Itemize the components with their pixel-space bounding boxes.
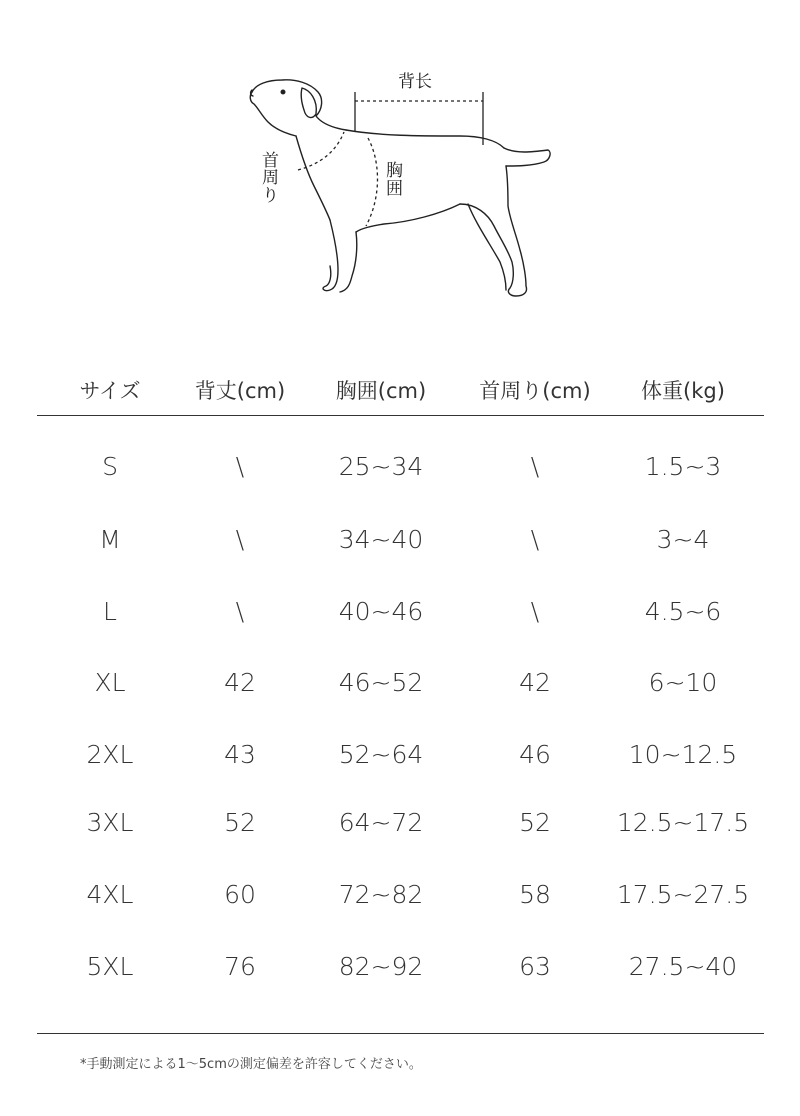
- cell-back-length: 43: [224, 740, 256, 769]
- cell-size: 3XL: [86, 808, 134, 837]
- cell-weight: 4.5~6: [644, 597, 722, 626]
- dog-measurement-diagram: [0, 0, 800, 330]
- back-length-label: 背长: [398, 72, 432, 92]
- header-size: サイズ: [79, 379, 141, 403]
- cell-back-length: 76: [224, 952, 256, 981]
- cell-chest: 82~92: [338, 952, 424, 981]
- cell-neck: \: [530, 525, 540, 554]
- cell-back-length: 60: [224, 880, 256, 909]
- neck-label: [262, 153, 282, 205]
- cell-chest: 72~82: [338, 880, 424, 909]
- cell-chest: 64~72: [338, 808, 424, 837]
- cell-size: 2XL: [86, 740, 134, 769]
- cell-chest: 40~46: [338, 597, 424, 626]
- chest-label: [386, 163, 406, 199]
- cell-back-length: 52: [224, 808, 256, 837]
- cell-weight: 6~10: [648, 668, 718, 697]
- header-weight: 体重(kg): [641, 379, 725, 403]
- header-neck: 首周り(cm): [479, 379, 591, 403]
- table-bottom-rule: [37, 1033, 764, 1034]
- chest-label-text: 胸 囲: [386, 161, 403, 199]
- cell-weight: 17.5~27.5: [616, 880, 750, 909]
- cell-size: L: [103, 597, 117, 626]
- table-top-rule: [37, 415, 764, 416]
- cell-neck: 58: [519, 880, 551, 909]
- cell-neck: 63: [519, 952, 551, 981]
- cell-back-length: 42: [224, 668, 256, 697]
- cell-back-length: \: [235, 525, 245, 554]
- cell-weight: 1.5~3: [644, 452, 722, 481]
- cell-neck: 42: [519, 668, 551, 697]
- cell-chest: 25~34: [338, 452, 424, 481]
- cell-back-length: \: [235, 452, 245, 481]
- cell-chest: 46~52: [338, 668, 424, 697]
- cell-size: 5XL: [86, 952, 134, 981]
- cell-weight: 27.5~40: [628, 952, 738, 981]
- neck-label-text: 首 周 り: [262, 151, 279, 206]
- cell-size: M: [99, 525, 121, 554]
- header-back-length: 背丈(cm): [194, 379, 286, 403]
- cell-weight: 12.5~17.5: [616, 808, 750, 837]
- cell-weight: 10~12.5: [628, 740, 738, 769]
- cell-neck: 52: [519, 808, 551, 837]
- cell-neck: \: [530, 452, 540, 481]
- cell-size: XL: [94, 668, 126, 697]
- header-chest: 胸囲(cm): [335, 379, 427, 403]
- cell-chest: 34~40: [338, 525, 424, 554]
- cell-weight: 3~4: [656, 525, 710, 554]
- cell-chest: 52~64: [338, 740, 424, 769]
- cell-neck: 46: [519, 740, 551, 769]
- cell-back-length: \: [235, 597, 245, 626]
- cell-size: S: [102, 452, 118, 481]
- cell-size: 4XL: [86, 880, 134, 909]
- cell-neck: \: [530, 597, 540, 626]
- footnote: *手動測定による1〜5cmの測定偏差を許容してください。: [80, 1057, 422, 1072]
